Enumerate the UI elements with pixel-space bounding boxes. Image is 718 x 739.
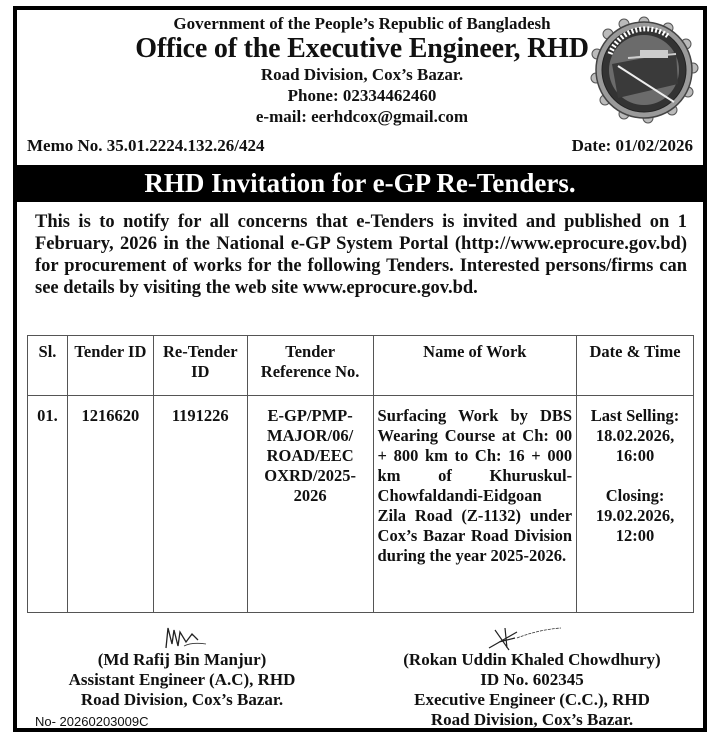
memo-row [27, 136, 693, 158]
reference-line: OXRD/2025- [264, 466, 356, 485]
government-line: Government of the People’s Republic of Bangladesh [173, 14, 551, 33]
last-selling-label: Last Selling: [590, 406, 680, 425]
memo-number: Memo No. 35.01.2224.132.26/424 [27, 136, 265, 155]
signature-right-icon [372, 624, 692, 650]
header-name-of-work: Name of Work [373, 336, 577, 396]
reference-line: MAJOR/06/ [267, 426, 354, 445]
closing-date: 19.02.2026, [595, 506, 675, 525]
intro-paragraph: This is to notify for all concerns that e-Tenders is invited and published on 1 February, 2026 in the National e-GP System Portal (http://www.eprocure.gov.bd) for procurement of works for the following Tenders. Interested persons/firms can see details by visiting the web site www.eprocure.gov.bd. [35, 212, 687, 298]
signatory-left-office: Road Division, Cox’s Bazar. [80, 690, 284, 709]
closing-time: 12:00 [615, 526, 655, 545]
signatory-left [27, 624, 337, 710]
tender-table [27, 335, 694, 613]
last-selling-time: 16:00 [615, 446, 655, 465]
signatory-left-designation: Assistant Engineer (A.C), RHD [68, 670, 296, 689]
signatory-right-designation: Executive Engineer (C.C.), RHD [414, 690, 650, 709]
signatory-right [372, 624, 692, 730]
cell-reference [247, 396, 373, 613]
cell-name-of-work: Surfacing Work by DBS Wearing Course at Ch: 00 + 800 km to Ch: 16 + 000 km of Khuruskul-Chowfaldandi-Eidgoan Zila Road (Z-1132) under Cox’s Bazar Road Division during the year 2025-2026. [373, 396, 577, 613]
reference-line: E-GP/PMP- [267, 406, 353, 425]
phone-line: Phone: 02334462460 [287, 86, 437, 105]
reference-line: ROAD/EEC [266, 446, 354, 465]
last-selling-date: 18.02.2026, [595, 426, 675, 445]
email-line: e-mail: eerhdcox@gmail.com [255, 107, 469, 126]
notice-frame [13, 6, 707, 732]
cell-retender-id: 1191226 [153, 396, 247, 613]
table-row [28, 396, 694, 613]
cell-tender-id: 1216620 [67, 396, 153, 613]
header-date-time: Date & Time [577, 336, 694, 396]
spacer [581, 466, 689, 486]
footer-reference-number: No- 20260203009C [35, 714, 149, 729]
division-line: Road Division, Cox’s Bazar. [260, 65, 464, 84]
rhd-seal-icon [588, 14, 700, 126]
notice-title: RHD Invitation for e-GP Re-Tenders. [17, 165, 703, 202]
memo-date: Date: 01/02/2026 [571, 136, 693, 155]
header-tender-id: Tender ID [67, 336, 153, 396]
signatory-right-name: (Rokan Uddin Khaled Chowdhury) [403, 650, 661, 669]
header-retender-id: Re-Tender ID [153, 336, 247, 396]
letterhead [17, 14, 617, 127]
reference-line: 2026 [293, 486, 327, 505]
table-header-row [28, 336, 694, 396]
header-reference: Tender Reference No. [247, 336, 373, 396]
cell-date-time [577, 396, 694, 613]
signatory-right-id: ID No. 602345 [480, 670, 584, 689]
signatory-right-office: Road Division, Cox’s Bazar. [430, 710, 634, 729]
signature-left-icon [27, 624, 337, 650]
cell-sl: 01. [28, 396, 68, 613]
closing-label: Closing: [605, 486, 665, 505]
header-sl: Sl. [28, 336, 68, 396]
office-title: Office of the Executive Engineer, RHD [135, 33, 589, 64]
signatory-left-name: (Md Rafij Bin Manjur) [97, 650, 267, 669]
